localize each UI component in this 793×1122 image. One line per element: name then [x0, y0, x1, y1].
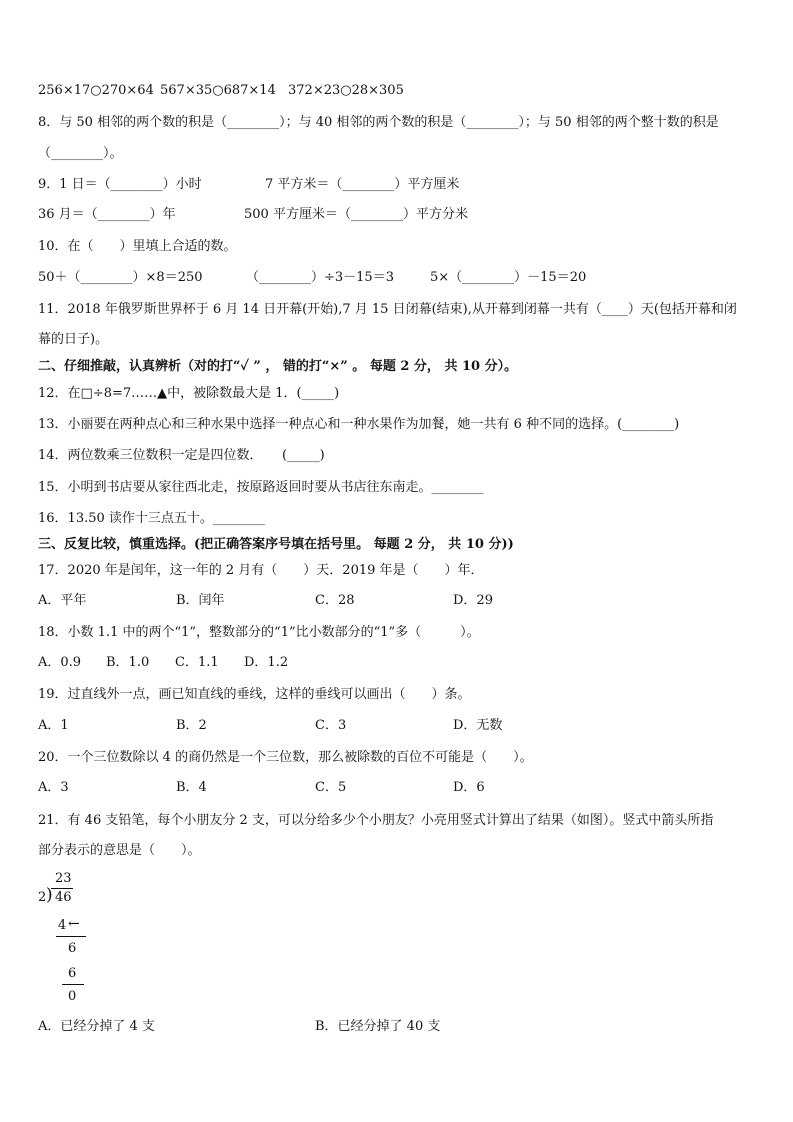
option-a: A．3: [38, 780, 69, 795]
q14: 14．两位数乘三位数积一定是四位数． (_____): [38, 448, 325, 463]
q21-line2: 部分表示的意思是（ ）。: [38, 843, 201, 858]
q9-item-a: 9．1 日＝（________）小时: [38, 177, 202, 192]
q15: 15．小明到书店要从家往西北走，按原路返回时要从书店往东南走。________: [38, 480, 484, 495]
q18-stem: 18．小数 1.1 中的两个“1”，整数部分的“1”比小数部分的“1”多（ ）。: [38, 625, 480, 640]
option-c: C．1.1: [175, 655, 219, 670]
q10-item-c: 5×（________）－15＝20: [430, 270, 587, 285]
option-a: A．已经分掉了 4 支: [38, 1019, 155, 1034]
option-a: A．1: [38, 718, 69, 733]
expr-3: 372×23○28×305: [288, 83, 404, 98]
option-b: B．2: [176, 718, 207, 733]
q20-stem: 20．一个三位数除以 4 的商仍然是一个三位数，那么被除数的百位不可能是（ ）。: [38, 750, 533, 765]
option-c: C．28: [315, 593, 355, 608]
q10-stem: 10．在（ ）里填上合适的数。: [38, 239, 237, 254]
q9-item-b: 7 平方米＝（________）平方厘米: [265, 177, 460, 192]
q21-line1: 21．有 46 支铅笔，每个小朋友分 2 支，可以分给多少个小朋友？小亮用竖式计算出了结果（如图）。竖式中箭头所指: [38, 813, 714, 828]
division-step2: 6: [68, 966, 77, 981]
division-quotient: 23: [55, 871, 72, 886]
option-b: B．4: [176, 780, 207, 795]
q19-stem: 19．过直线外一点，画已知直线的垂线，这样的垂线可以画出（ ）条。: [38, 687, 471, 702]
division-dividend: 46: [55, 890, 72, 905]
option-b: B．已经分掉了 40 支: [315, 1019, 441, 1034]
option-a: A．平年: [38, 593, 87, 608]
q10-item-b: （________）÷3－15＝3: [246, 270, 394, 285]
arrow-left-icon: ←: [68, 916, 80, 932]
division-divisor: 2: [38, 890, 47, 905]
option-c: C．3: [315, 718, 347, 733]
q11-line2: 幕的日子)。: [38, 332, 109, 347]
q12: 12．在□÷8=7……▲中，被除数最大是 1．(_____): [38, 386, 340, 401]
q9-item-c: 36 月＝（________）年: [38, 207, 176, 222]
q10-item-a: 50＋（________）×8＝250: [38, 270, 203, 285]
division-bar: [51, 888, 73, 889]
q9-item-d: 500 平方厘米＝（________）平方分米: [244, 207, 468, 222]
option-d: D．无数: [453, 718, 503, 733]
option-d: D．1.2: [244, 655, 289, 670]
division-step1: 4: [58, 918, 67, 933]
q16: 16．13.50 读作十三点五十。________: [38, 511, 265, 526]
option-b: B．1.0: [106, 655, 150, 670]
expr-1: 256×17○270×64: [38, 83, 154, 98]
option-d: D．6: [453, 780, 485, 795]
q13: 13．小丽要在两种点心和三种水果中选择一种点心和一种水果作为加餐，她一共有 6 种不同的选择。(________): [38, 417, 680, 432]
section-3-heading: 三、反复比较，慎重选择。(把正确答案序号填在括号里。 每题 2 分， 共 10 分)): [38, 537, 514, 552]
division-remainder1: 6: [68, 941, 77, 956]
q11-line1: 11．2018 年俄罗斯世界杯于 6 月 14 日开幕(开始),7 月 15 日闭幕(结束),从开幕到闭幕一共有（____）天(包括开幕和闭: [38, 302, 737, 317]
option-b: B．闰年: [176, 593, 225, 608]
division-bracket: ): [46, 885, 53, 905]
q8-line2: （________）。: [38, 146, 123, 161]
expr-2: 567×35○687×14: [160, 83, 276, 98]
q17-stem: 17．2020 年是闰年，这一年的 2 月有（ ）天．2019 年是（ ）年．: [38, 563, 484, 578]
option-d: D．29: [453, 593, 493, 608]
q8-line1: 8．与 50 相邻的两个数的积是（________）；与 40 相邻的两个数的积是（________）；与 50 相邻的两个整十数的积是: [38, 115, 719, 130]
section-2-heading: 二、仔细推敲，认真辨析（对的打“✓ ” ， 错的打“×” 。 每题 2 分， 共 10 分）。: [38, 359, 518, 374]
division-remainder2: 0: [68, 989, 77, 1004]
option-a: A．0.9: [38, 655, 82, 670]
division-rule-1: [56, 936, 86, 937]
option-c: C．5: [315, 780, 347, 795]
division-rule-2: [62, 984, 84, 985]
